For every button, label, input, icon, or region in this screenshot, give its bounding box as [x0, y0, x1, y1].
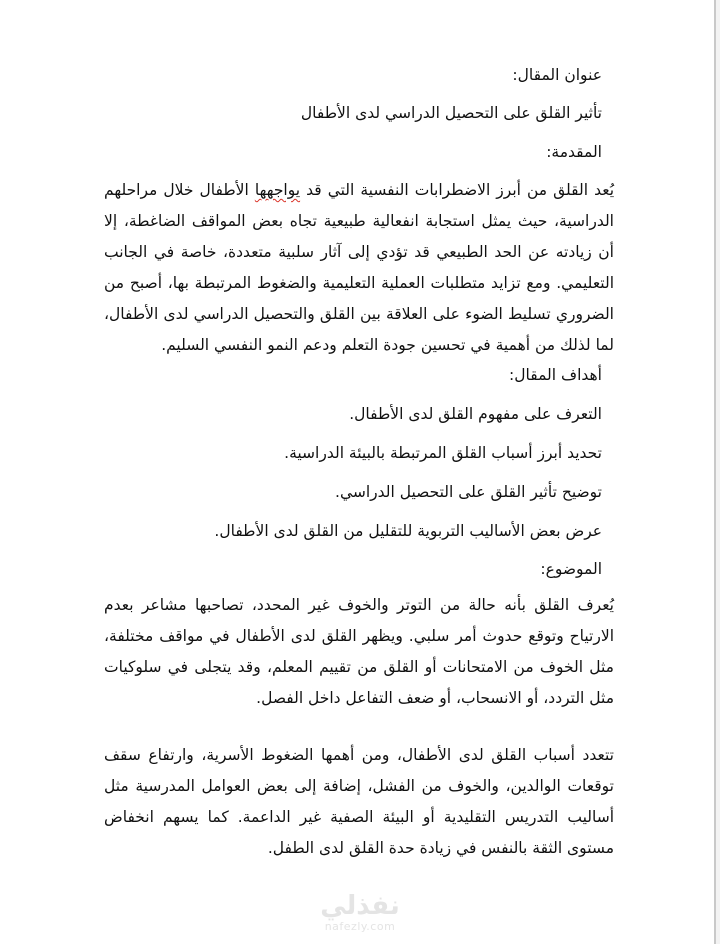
objectives-heading: أهداف المقال:: [509, 366, 602, 384]
topic-paragraph-2: تتعدد أسباب القلق لدى الأطفال، ومن أهمها الضغوط الأسرية، وارتفاع سقف توقعات الوالدين، والخوف من الفشل، إضافة إلى بعض العوامل المدرسية مثل أساليب التدريس التقليدية أو البيئة الصفية غير الداعمة. كما يسهم انخفاض مستوى الثقة بالنفس في زيادة حدة القلق لدى الطفل.: [104, 746, 614, 857]
side-margin-strip: [716, 0, 720, 944]
objective-item: توضيح تأثير القلق على التحصيل الدراسي.: [335, 483, 602, 501]
spellcheck-flagged-word[interactable]: يواجهها: [254, 181, 301, 199]
watermark-latin: nafezly.com: [324, 920, 396, 933]
intro-heading: المقدمة:: [546, 143, 602, 161]
objective-item: التعرف على مفهوم القلق لدى الأطفال.: [349, 405, 602, 423]
objective-item: عرض بعض الأساليب التربوية للتقليل من القلق لدى الأطفال.: [214, 522, 602, 540]
topic-paragraph-1: يُعرف القلق بأنه حالة من التوتر والخوف غير المحدد، تصاحبها مشاعر بعدم الارتياح وتوقع حدوث أمر سلبي. ويظهر القلق لدى الأطفال في مواقف مختلفة، مثل الخوف من الامتحانات أو القلق من تقييم المعلم، وقد يتجلى في سلوكيات مثل التردد، أو الانسحاب، أو ضعف التفاعل داخل الفصل.: [104, 596, 614, 707]
watermark-arabic: نفذلي: [320, 891, 400, 921]
topic-heading: الموضوع:: [540, 560, 602, 578]
objective-item: تحديد أبرز أسباب القلق المرتبطة بالبيئة الدراسية.: [284, 444, 602, 462]
article-title: تأثير القلق على التحصيل الدراسي لدى الأطفال: [300, 104, 602, 122]
watermark-logo: [310, 892, 410, 934]
title-label: عنوان المقال:: [512, 66, 602, 84]
intro-text-start: يُعد القلق من أبرز الاضطرابات النفسية التي قد: [300, 181, 615, 199]
intro-text-rest: الأطفال خلال مراحلهم الدراسية، حيث يمثل استجابة انفعالية طبيعية تجاه بعض المواقف الضاغطة، إلا أن زيادته عن الحد الطبيعي قد تؤدي إلى آثار سلبية متعددة، خاصة في الجانب التعليمي. ومع تزايد متطلبات العملية التعليمية والضغوط المرتبطة بها، أصبح من الضروري تسليط الضوء على العلاقة بين القلق والتحصيل الدراسي لدى الأطفال، لما لذلك من أهمية في تحسين جودة التعلم ودعم النمو النفسي السليم.: [104, 181, 614, 354]
intro-paragraph: [104, 175, 614, 361]
